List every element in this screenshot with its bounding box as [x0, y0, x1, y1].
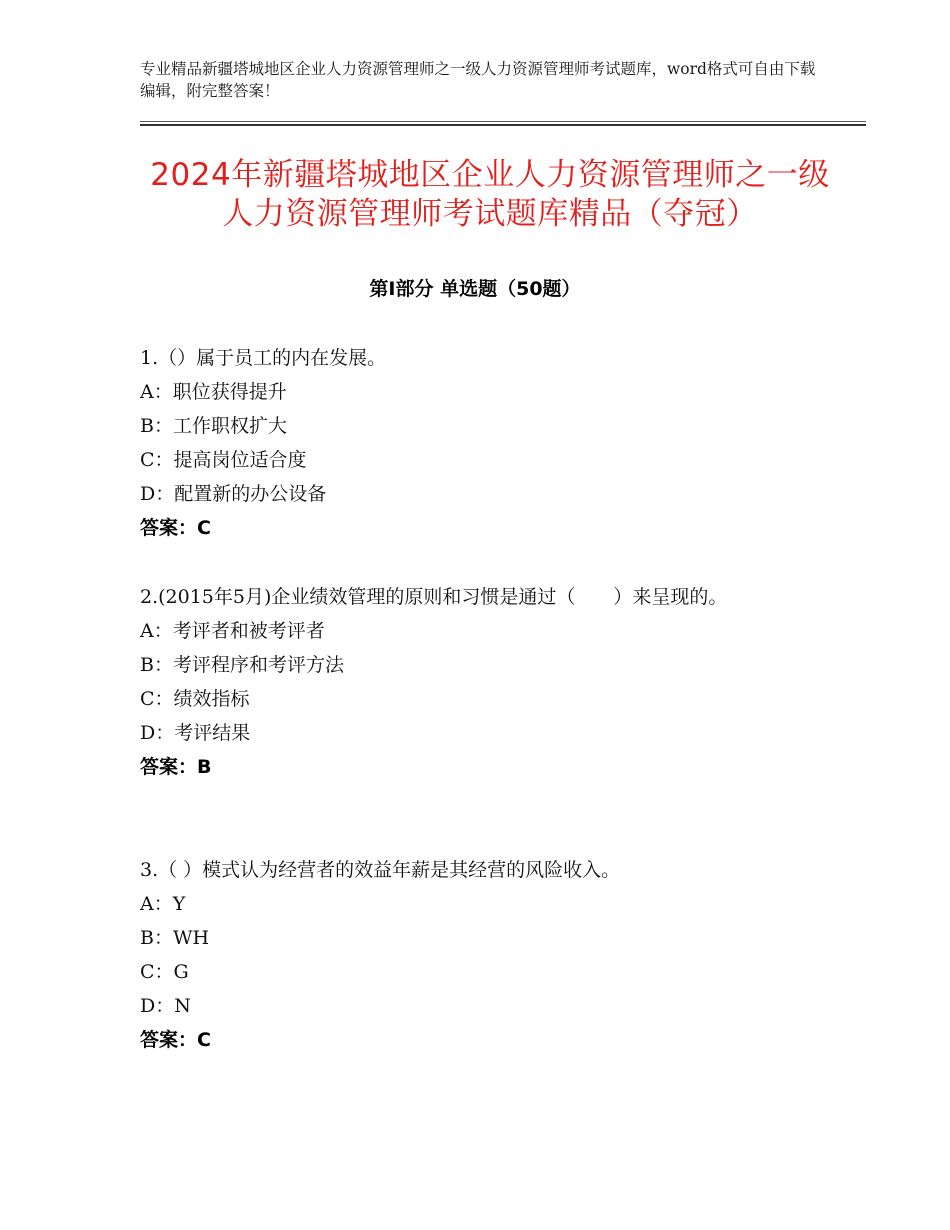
- question-stem: 1.（）属于员工的内在发展。: [140, 347, 387, 369]
- option-b: B：WH: [140, 927, 210, 949]
- option-a: A：Y: [140, 893, 186, 915]
- header-note: 专业精品新疆塔城地区企业人力资源管理师之一级人力资源管理师考试题库，word格式可自由下载编辑，附完整答案！: [140, 60, 816, 100]
- option-d: D：N: [140, 995, 191, 1017]
- option-c: C：G: [140, 961, 189, 983]
- question-1: [140, 341, 790, 545]
- question-2: [140, 580, 780, 784]
- answer: 答案：C: [140, 1029, 211, 1051]
- question-stem: 2.(2015年5月)企业绩效管理的原则和习惯是通过（ ）来呈现的。: [140, 586, 728, 608]
- option-a: A：考评者和被考评者: [140, 620, 325, 642]
- header-divider-thick: [140, 124, 866, 126]
- answer: 答案：B: [140, 756, 212, 778]
- option-d: D：配置新的办公设备: [140, 483, 327, 505]
- option-b: B：工作职权扩大: [140, 415, 287, 437]
- answer: 答案：C: [140, 517, 211, 539]
- option-b: B：考评程序和考评方法: [140, 654, 344, 676]
- option-c: C：提高岗位适合度: [140, 449, 307, 471]
- document-title: 2024年新疆塔城地区企业人力资源管理师之一级人力资源管理师考试题库精品（夺冠）: [150, 157, 830, 232]
- header-divider-thin: [140, 121, 866, 122]
- section-title: 第Ⅰ部分 单选题（50题）: [369, 278, 581, 300]
- option-d: D：考评结果: [140, 722, 251, 744]
- question-3: [140, 853, 790, 1057]
- question-stem: 3.（ ）模式认为经营者的效益年薪是其经营的风险收入。: [140, 859, 621, 881]
- option-c: C：绩效指标: [140, 688, 250, 710]
- option-a: A：职位获得提升: [140, 381, 287, 403]
